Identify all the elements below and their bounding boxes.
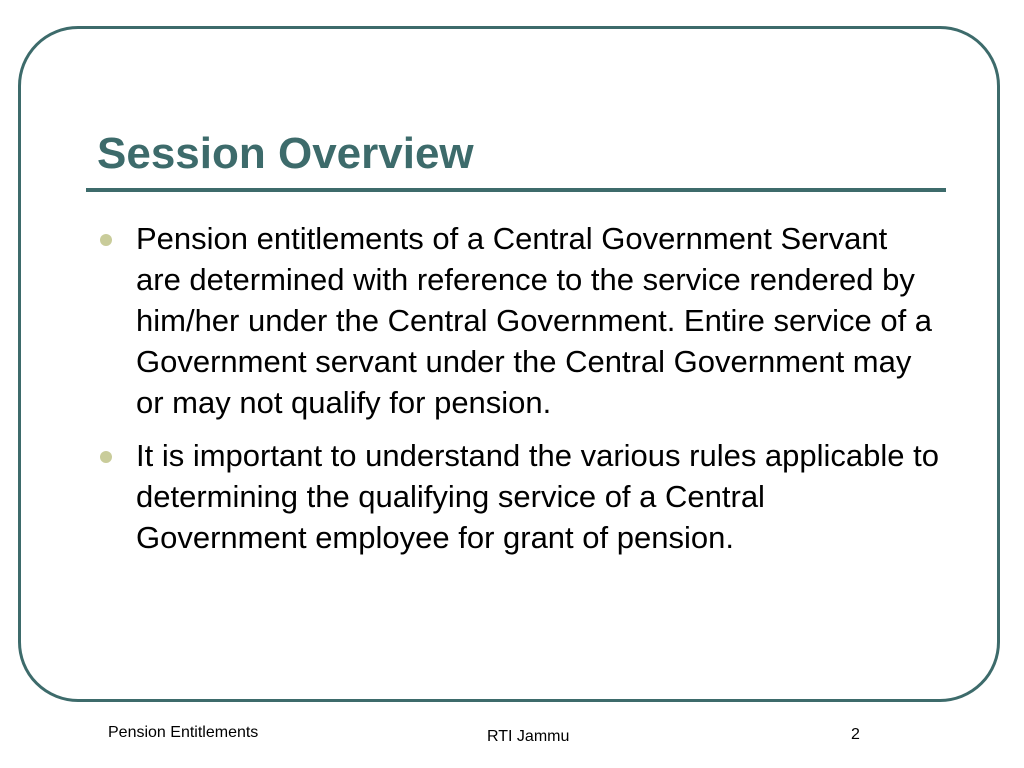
bullet-item bbox=[100, 435, 940, 558]
bullet-item bbox=[100, 218, 940, 423]
bullet-text: Pension entitlements of a Central Government Servant are determined with reference to the service rendered by him/her under the Central Government. Entire service of a Government servant under the Central Government may or may not qualify for pension. bbox=[136, 221, 933, 420]
bullet-list bbox=[100, 218, 940, 570]
footer-left-text: Pension Entitlements bbox=[108, 724, 259, 741]
title-underline bbox=[86, 188, 946, 192]
slide-title: Session Overview bbox=[97, 129, 474, 178]
footer-center-text: RTI Jammu bbox=[487, 728, 570, 745]
bullet-text: It is important to understand the various rules applicable to determining the qualifying service of a Central Government employee for grant of pension. bbox=[136, 438, 940, 555]
page-number: 2 bbox=[851, 726, 860, 743]
bullet-dot-icon bbox=[100, 451, 112, 463]
bullet-dot-icon bbox=[100, 234, 112, 246]
